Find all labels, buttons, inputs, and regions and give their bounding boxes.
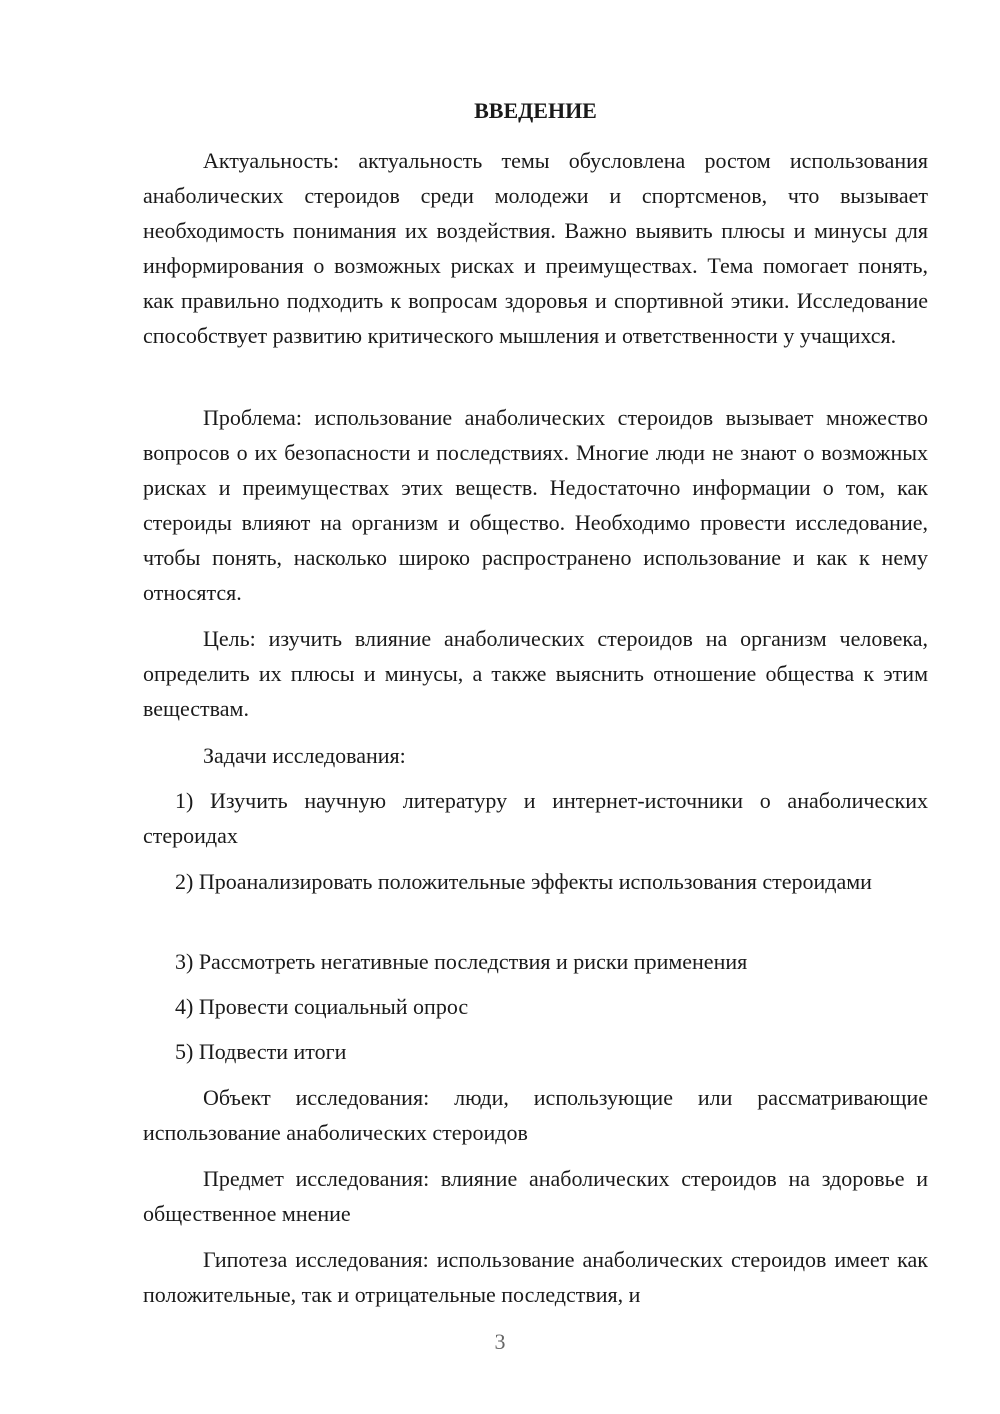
task-item: 4) Провести социальный опрос — [175, 994, 469, 1019]
paragraph-goal: Цель: изучить влияние анаболических стероидов на организм человека, определить их плюсы и минусы, а также выяснить отношение общества к этим веществам. — [143, 626, 928, 721]
paragraph-problem: Проблема: использование анаболических стероидов вызывает множество вопросов о их безопасности и последствиях. Многие люди не знают о возможных рисках и преимуществах этих веществ. Недостаточно информации о том, как стероиды влияют на организм и общество. Необходимо провести исследование, чтобы понять, насколько широко распространено использование и как к нему относятся. — [143, 405, 928, 605]
section-title: ВВЕДЕНИЕ — [474, 98, 597, 123]
tasks-heading: Задачи исследования: — [203, 743, 406, 768]
paragraph-hypothesis: Гипотеза исследования: использование анаболических стероидов имеет как положительные, так и отрицательные последствия, и — [143, 1247, 928, 1307]
task-item: 5) Подвести итоги — [175, 1039, 347, 1064]
paragraph-relevance: Актуальность: актуальность темы обусловлена ростом использования анаболических стероидов среди молодежи и спортсменов, что вызывает необходимость понимания их воздействия. Важно выявить плюсы и минусы для информирования о возможных рисках и преимуществах. Тема помогает понять, как правильно подходить к вопросам здоровья и спортивной этики. Исследование способствует развитию критического мышления и ответственности у учащихся. — [143, 148, 928, 348]
task-item: 1) Изучить научную литературу и интернет-источники о анаболических стероидах — [143, 788, 928, 848]
page-number: 3 — [494, 1329, 506, 1354]
paragraph-subject: Предмет исследования: влияние анаболических стероидов на здоровье и общественное мнение — [143, 1166, 928, 1226]
task-item: 2) Проанализировать положительные эффекты использования стероидами — [175, 869, 872, 894]
task-item: 3) Рассмотреть негативные последствия и риски применения — [175, 949, 748, 974]
paragraph-object: Объект исследования: люди, использующие или рассматривающие использование анаболических стероидов — [143, 1085, 928, 1145]
